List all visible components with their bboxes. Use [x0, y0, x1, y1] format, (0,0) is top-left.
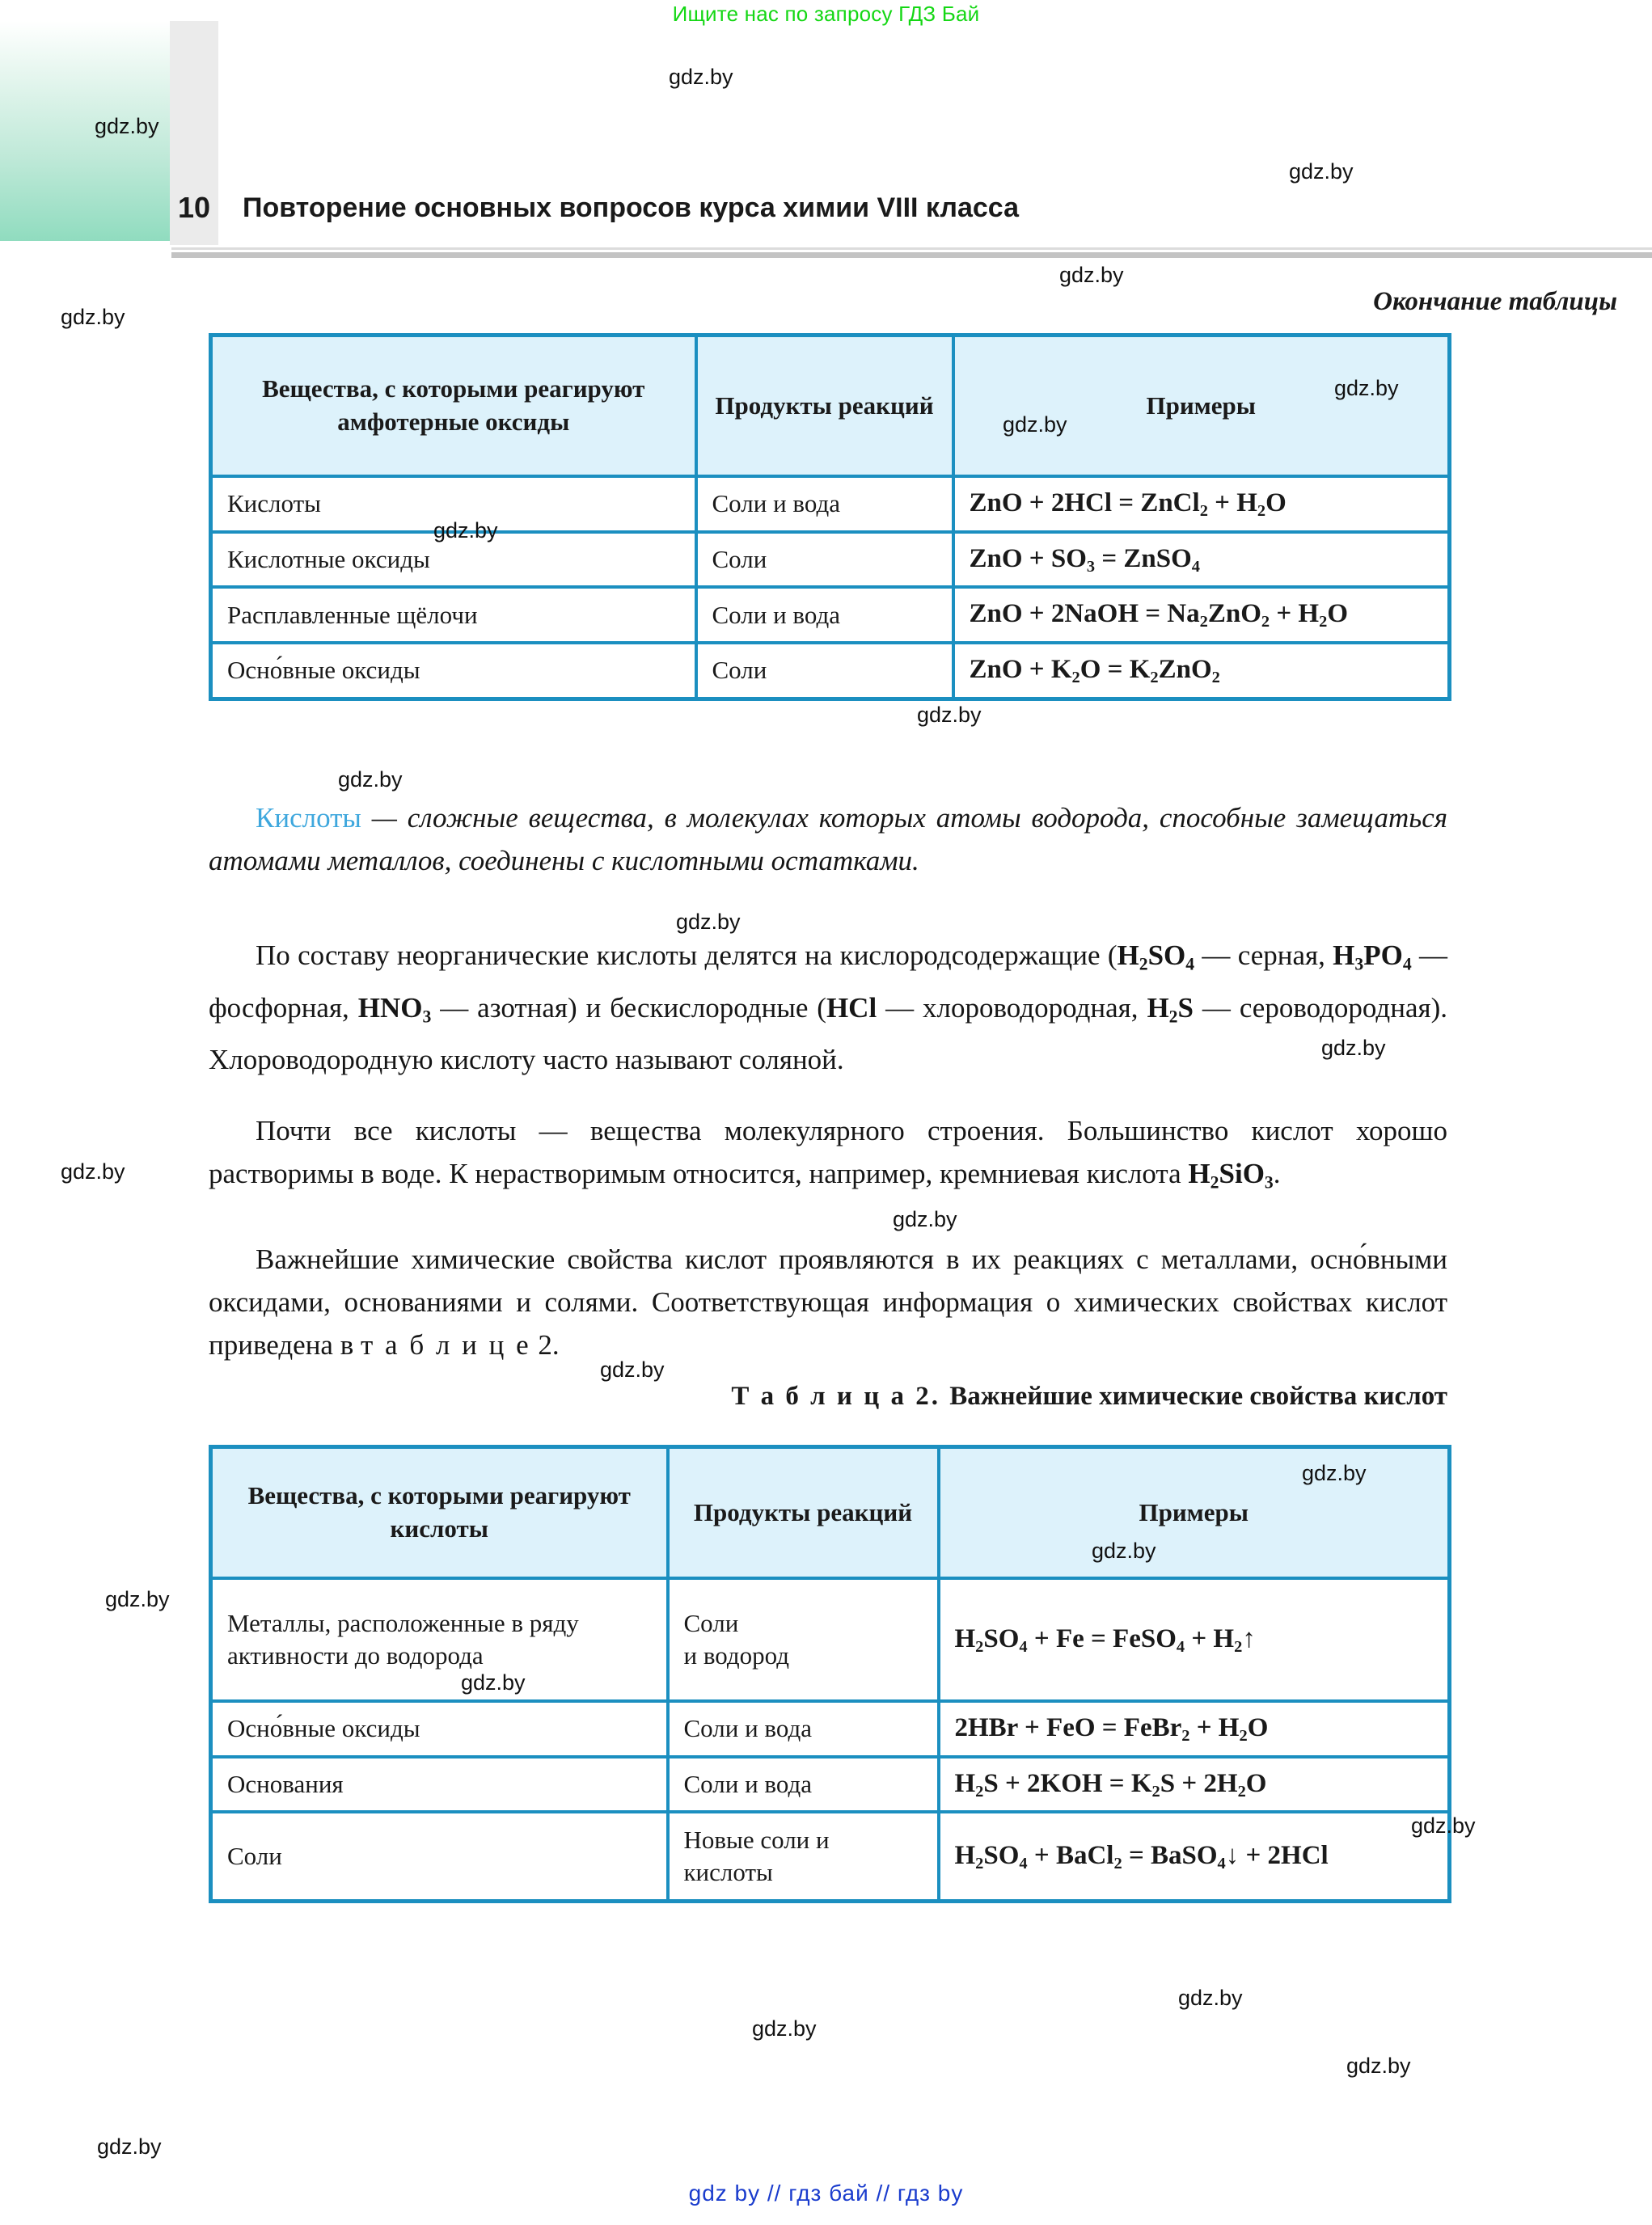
table-header-row [211, 336, 1450, 477]
watermark: gdz.by [669, 65, 733, 89]
cell-example: ZnO + $SO_3$ = ZnSO$_4$ [953, 532, 1450, 588]
cell-example: $H_2SO_4$ + BaCl$_2$ = BaSO$_4$↓ + 2HCl [939, 1812, 1450, 1901]
amphoteric-oxides-table [209, 333, 1451, 701]
watermark: gdz.by [338, 767, 403, 792]
cell-substances: Осно́вные оксиды [211, 1701, 668, 1757]
table2-caption-prefix: Т а б л и ц а 2. [731, 1382, 950, 1411]
watermark: gdz.by [893, 1207, 957, 1231]
cell-products: Новые соли и кислоты [668, 1812, 939, 1901]
col-header-products: Продукты реакций [668, 1447, 939, 1579]
table-row [211, 1701, 1450, 1757]
watermark: gdz.by [1092, 1539, 1156, 1563]
table-row [211, 476, 1450, 532]
cell-example: 2HBr + FeO = FeBr$_2$ + $H_2O$ [939, 1701, 1450, 1757]
cell-products: Соли [696, 532, 953, 588]
watermark: gdz.by [61, 305, 125, 329]
header-rule [171, 252, 1652, 258]
watermark: gdz.by [676, 910, 741, 934]
watermark: gdz.by [917, 703, 982, 727]
watermark: gdz.by [105, 1587, 170, 1611]
col-header-examples: Примеры [939, 1447, 1450, 1579]
table1-caption: Окончание таблицы [1373, 287, 1617, 316]
definition-rest: — сложные вещества, в молекулах которых атомы водорода, способные замещаться атомами металлов, соединены с кислотными остатками. [209, 802, 1447, 876]
cell-substances: Основания [211, 1757, 668, 1813]
composition-paragraph: По составу неорганические кислоты делятся на кислородсодержащие ($H_2SO_4$ — серная, $H_3PO_4$ — фосфорная, $HNO_3$ — азотная) и бескислородные (HCl — хлороводородная, $H_2S$ — сероводородная). Хлороводородную кислоту часто называют соляной. [209, 939, 1447, 1075]
properties-paragraph: Важнейшие химические свойства кислот проявляются в их реакциях с металлами, осно́вными оксидами, основаниями и солями. Соответствующая информация о химических свойствах кислот приведена в т а б л и ц е 2. [209, 1243, 1447, 1361]
table-row [211, 643, 1450, 699]
table-row [211, 1757, 1450, 1813]
cell-example: $H_2S + 2KOH = K_2S + 2H_2O$ [939, 1757, 1450, 1813]
cell-example: ZnO + 2HCl = ZnCl$_2$ + $H_2O$ [953, 476, 1450, 532]
watermark: gdz.by [97, 2134, 162, 2159]
acids-properties-table [209, 1445, 1451, 1903]
watermark: gdz.by [461, 1670, 526, 1695]
cell-products: Соли и вода [696, 587, 953, 643]
watermark: gdz.by [95, 114, 159, 138]
table2-caption [209, 1382, 1447, 1412]
table-row [211, 1578, 1450, 1701]
watermark: gdz.by [61, 1159, 125, 1184]
page-title: Повторение основных вопросов курса химии VIII класса [243, 192, 1020, 223]
cell-example: ZnO + $K_2O = K_2ZnO_2$ [953, 643, 1450, 699]
page-number: 10 [177, 191, 211, 224]
cell-example: $H_2SO_4 + Fe$ = FeSO$_4$ + $H_2↑$ [939, 1578, 1450, 1701]
watermark: gdz.by [1059, 263, 1124, 287]
watermark: gdz.by [1178, 1986, 1243, 2010]
table-row [211, 1812, 1450, 1901]
molecular-structure-paragraph: Почти все кислоты — вещества молекулярного строения. Большинство кислот хорошо растворимы в воде. К нерастворимым относится, например, кремниевая кислота $H_2SiO_3$. [209, 1115, 1447, 1193]
cell-substances: Осно́вные оксиды [211, 643, 696, 699]
watermark: gdz.by [433, 518, 498, 543]
cell-substances: Расплавленные щёлочи [211, 587, 696, 643]
watermark: gdz.by [1302, 1461, 1367, 1485]
watermark: gdz.by [600, 1357, 665, 1382]
cell-substances: Металлы, расположенные в ряду активности до водорода [211, 1578, 668, 1701]
cell-substances: Соли [211, 1812, 668, 1901]
promo-banner: Ищите нас по запросу ГДЗ Бай [672, 2, 980, 26]
cell-products: Соли и вода [668, 1701, 939, 1757]
header-green-block [0, 21, 170, 241]
header-rule-light [171, 247, 1652, 250]
watermark: gdz.by [1289, 159, 1354, 184]
term-acids: Кислоты [256, 802, 361, 834]
table-row [211, 532, 1450, 588]
col-header-substances: Вещества, с которыми реагируют кислоты [211, 1447, 668, 1579]
col-header-examples: Примеры [953, 336, 1450, 477]
watermark: gdz.by [1321, 1036, 1386, 1060]
col-header-substances: Вещества, с которыми реагируют амфотерные оксиды [211, 336, 696, 477]
cell-substances: Кислотные оксиды [211, 532, 696, 588]
cell-example: ZnO + 2NaOH = $Na_2ZnO_2 + H_2O$ [953, 587, 1450, 643]
watermark: gdz.by [1003, 412, 1067, 437]
watermark: gdz.by [752, 2016, 817, 2041]
cell-products: Соли и вода [668, 1757, 939, 1813]
col-header-products: Продукты реакций [696, 336, 953, 477]
watermark: gdz.by [1346, 2054, 1411, 2078]
table2-caption-rest: Важнейшие химические свойства кислот [949, 1382, 1447, 1411]
footer-links[interactable]: gdz by // гдз бай // гдз by [688, 2181, 964, 2206]
cell-substances: Кислоты [211, 476, 696, 532]
cell-products: Соли [696, 643, 953, 699]
cell-products: Соли и водород [668, 1578, 939, 1701]
cell-products: Соли и вода [696, 476, 953, 532]
table-header-row [211, 1447, 1450, 1579]
watermark: gdz.by [1334, 376, 1399, 400]
definition-paragraph [209, 796, 1447, 882]
table-row [211, 587, 1450, 643]
watermark: gdz.by [1411, 1813, 1476, 1838]
